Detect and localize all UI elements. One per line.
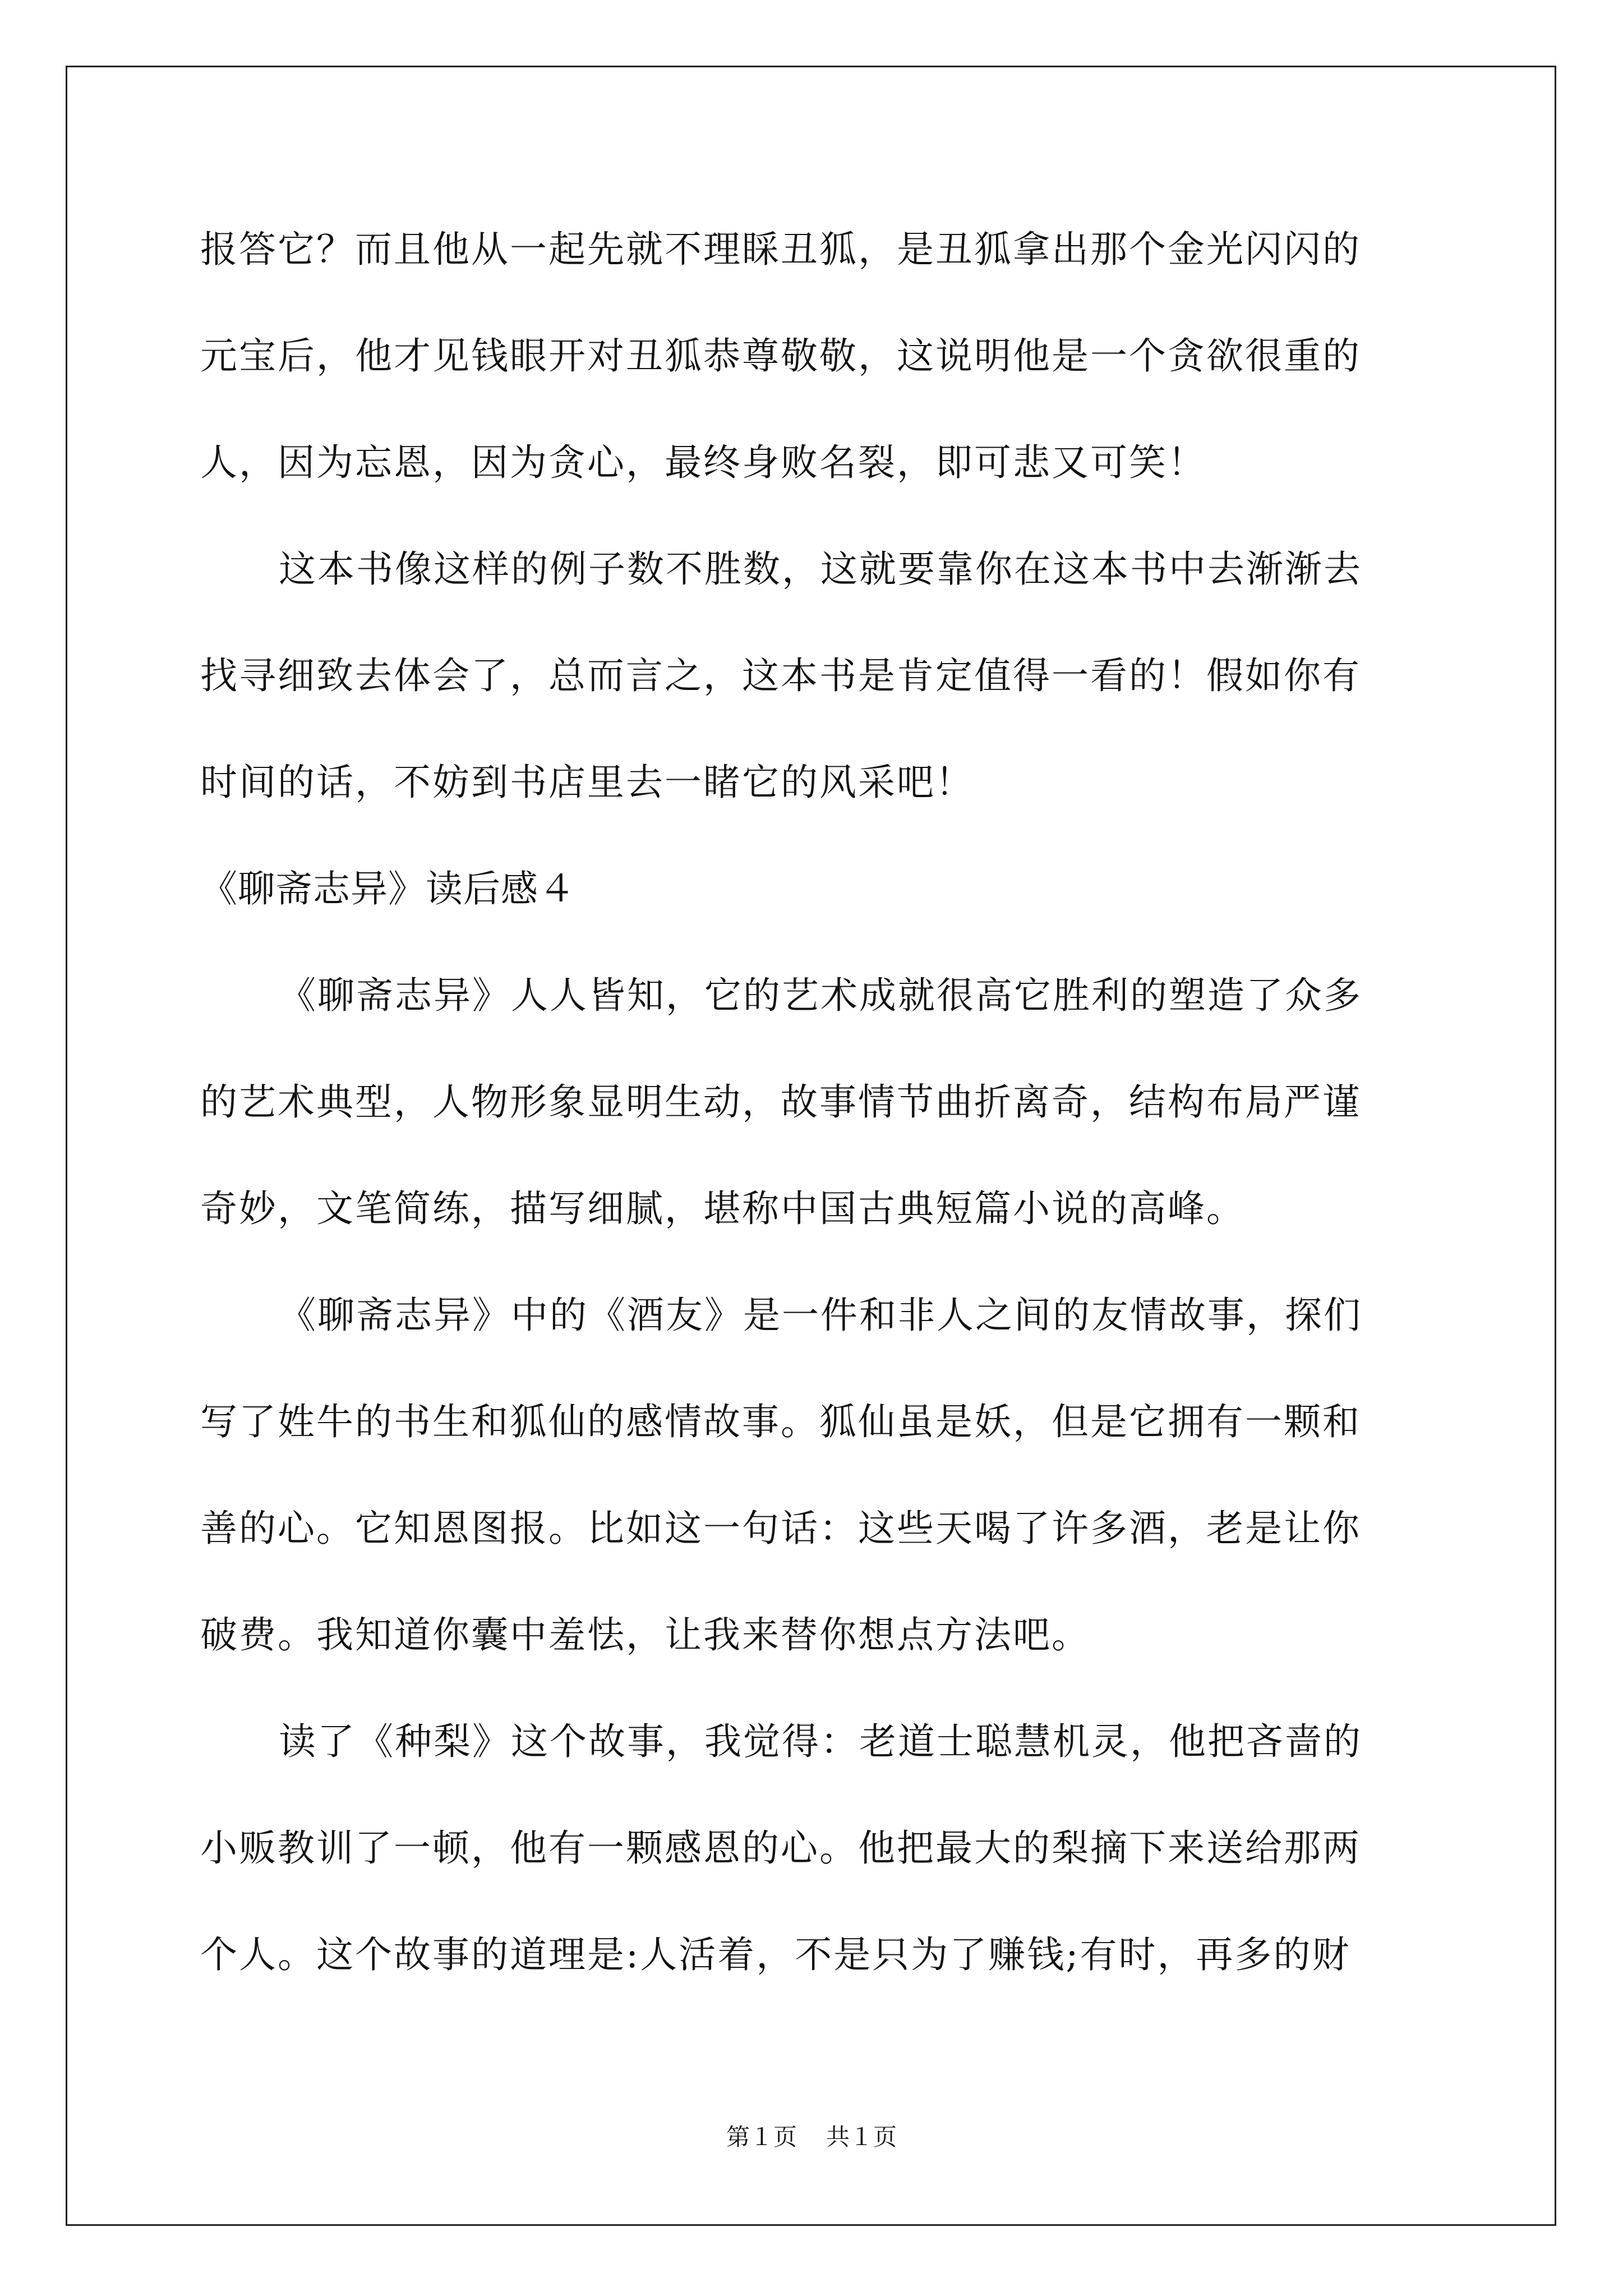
text-line: 报答它？而且他从一起先就不理睬丑狐，是丑狐拿出那个金光闪闪的 <box>200 228 1361 271</box>
section-heading: 《聊斋志异》读后感４ <box>200 867 576 910</box>
text-line: 写了姓牛的书生和狐仙的感情故事。狐仙虽是妖，但是它拥有一颗和 <box>200 1400 1361 1443</box>
text-line: 破费。我知道你囊中羞怯，让我来替你想点方法吧。 <box>200 1613 1090 1657</box>
text-line: 奇妙，文笔简练，描写细腻，堪称中国古典短篇小说的高峰。 <box>200 1187 1245 1230</box>
text-line: 元宝后，他才见钱眼开对丑狐恭尊敬敬，这说明他是一个贪欲很重的 <box>200 334 1361 378</box>
paragraph-start: 这本书像这样的例子数不胜数，这就要靠你在这本书中去渐渐去 <box>279 547 1362 591</box>
paragraph-start: 《聊斋志异》中的《酒友》是一件和非人之间的友情故事，探们 <box>279 1294 1362 1337</box>
document-body <box>200 216 1427 2028</box>
text-line: 个人。这个故事的道理是:人活着，不是只为了赚钱;有时，再多的财 <box>200 1933 1351 1976</box>
text-line: 的艺术典型，人物形象显明生动，故事情节曲折离奇，结构布局严谨 <box>200 1080 1361 1124</box>
page-total: 共１页 <box>826 2123 897 2151</box>
text-line: 善的心。它知恩图报。比如这一句话：这些天喝了许多酒，老是让你 <box>200 1507 1361 1550</box>
paragraph-start: 读了《种梨》这个故事，我觉得：老道士聪慧机灵，他把吝啬的 <box>279 1720 1362 1763</box>
text-line: 找寻细致去体会了，总而言之，这本书是肯定值得一看的！假如你有 <box>200 654 1361 697</box>
page-footer <box>0 2120 1623 2154</box>
text-line: 人，因为忘恩，因为贪心，最终身败名裂，即可悲又可笑！ <box>200 441 1206 484</box>
text-line: 时间的话，不妨到书店里去一睹它的风采吧！ <box>200 761 974 804</box>
paragraph-start: 《聊斋志异》人人皆知，它的艺术成就很高它胜利的塑造了众多 <box>279 974 1362 1017</box>
page-number: 第１页 <box>726 2123 797 2151</box>
text-line: 小贩教训了一顿，他有一颗感恩的心。他把最大的梨摘下来送给那两 <box>200 1826 1361 1870</box>
